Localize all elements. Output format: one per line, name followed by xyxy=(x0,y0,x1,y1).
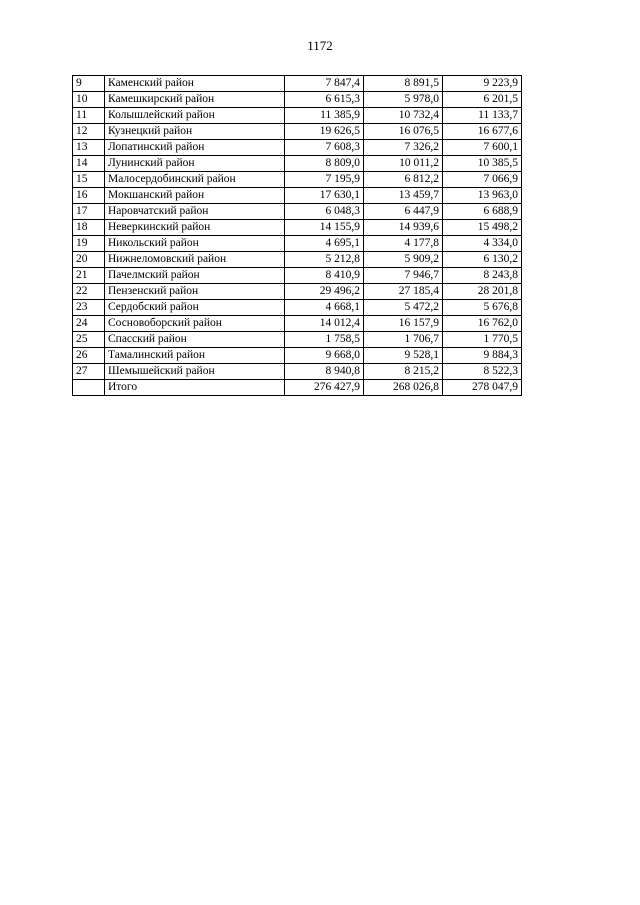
value-cell-3: 13 963,0 xyxy=(443,188,522,204)
district-name-cell: Шемышейский район xyxy=(105,364,285,380)
district-name-cell: Пензенский район xyxy=(105,284,285,300)
table-row xyxy=(73,268,522,284)
value-cell-3: 16 762,0 xyxy=(443,316,522,332)
value-cell-3: 11 133,7 xyxy=(443,108,522,124)
value-cell-3: 1 770,5 xyxy=(443,332,522,348)
district-name-cell: Никольский район xyxy=(105,236,285,252)
value-cell-1: 276 427,9 xyxy=(285,380,364,396)
table-row xyxy=(73,300,522,316)
table-row xyxy=(73,316,522,332)
district-name-cell: Нижнеломовский район xyxy=(105,252,285,268)
row-number-cell: 20 xyxy=(73,252,105,268)
district-name-cell: Сосновоборский район xyxy=(105,316,285,332)
value-cell-2: 16 076,5 xyxy=(364,124,443,140)
table-row xyxy=(73,284,522,300)
value-cell-2: 7 326,2 xyxy=(364,140,443,156)
value-cell-3: 28 201,8 xyxy=(443,284,522,300)
row-number-cell: 23 xyxy=(73,300,105,316)
value-cell-1: 8 809,0 xyxy=(285,156,364,172)
row-number-cell: 13 xyxy=(73,140,105,156)
district-name-cell: Камешкирский район xyxy=(105,92,285,108)
value-cell-1: 7 608,3 xyxy=(285,140,364,156)
row-number-cell: 16 xyxy=(73,188,105,204)
row-number-cell: 22 xyxy=(73,284,105,300)
value-cell-1: 19 626,5 xyxy=(285,124,364,140)
value-cell-2: 6 812,2 xyxy=(364,172,443,188)
value-cell-1: 1 758,5 xyxy=(285,332,364,348)
table-row xyxy=(73,156,522,172)
district-name-cell: Кузнецкий район xyxy=(105,124,285,140)
row-number-cell: 26 xyxy=(73,348,105,364)
value-cell-3: 9 884,3 xyxy=(443,348,522,364)
row-number-cell: 19 xyxy=(73,236,105,252)
value-cell-2: 7 946,7 xyxy=(364,268,443,284)
table-row xyxy=(73,124,522,140)
value-cell-2: 16 157,9 xyxy=(364,316,443,332)
value-cell-3: 7 600,1 xyxy=(443,140,522,156)
row-number-cell: 21 xyxy=(73,268,105,284)
table-row xyxy=(73,76,522,92)
district-name-cell: Спасский район xyxy=(105,332,285,348)
value-cell-3: 16 677,6 xyxy=(443,124,522,140)
row-number-cell: 15 xyxy=(73,172,105,188)
district-name-cell: Малосердобинский район xyxy=(105,172,285,188)
district-name-cell: Лунинский район xyxy=(105,156,285,172)
value-cell-3: 8 243,8 xyxy=(443,268,522,284)
value-cell-2: 14 939,6 xyxy=(364,220,443,236)
value-cell-1: 14 012,4 xyxy=(285,316,364,332)
table-row xyxy=(73,92,522,108)
district-name-cell: Тамалинский район xyxy=(105,348,285,364)
value-cell-3: 9 223,9 xyxy=(443,76,522,92)
table-row xyxy=(73,236,522,252)
value-cell-2: 4 177,8 xyxy=(364,236,443,252)
table-row xyxy=(73,172,522,188)
table-row xyxy=(73,364,522,380)
value-cell-1: 5 212,8 xyxy=(285,252,364,268)
value-cell-2: 5 472,2 xyxy=(364,300,443,316)
row-number-cell: 14 xyxy=(73,156,105,172)
value-cell-2: 8 891,5 xyxy=(364,76,443,92)
row-number-cell: 27 xyxy=(73,364,105,380)
district-name-cell: Итого xyxy=(105,380,285,396)
value-cell-1: 6 615,3 xyxy=(285,92,364,108)
data-table xyxy=(72,75,522,396)
value-cell-1: 8 410,9 xyxy=(285,268,364,284)
value-cell-3: 5 676,8 xyxy=(443,300,522,316)
value-cell-2: 13 459,7 xyxy=(364,188,443,204)
table-row xyxy=(73,108,522,124)
value-cell-3: 15 498,2 xyxy=(443,220,522,236)
value-cell-1: 7 847,4 xyxy=(285,76,364,92)
row-number-cell xyxy=(73,380,105,396)
district-name-cell: Пачелмский район xyxy=(105,268,285,284)
row-number-cell: 17 xyxy=(73,204,105,220)
district-name-cell: Наровчатский район xyxy=(105,204,285,220)
table-body xyxy=(73,76,522,396)
row-number-cell: 25 xyxy=(73,332,105,348)
row-number-cell: 11 xyxy=(73,108,105,124)
row-number-cell: 12 xyxy=(73,124,105,140)
value-cell-1: 4 695,1 xyxy=(285,236,364,252)
value-cell-2: 5 909,2 xyxy=(364,252,443,268)
value-cell-3: 10 385,5 xyxy=(443,156,522,172)
table-row xyxy=(73,140,522,156)
value-cell-1: 7 195,9 xyxy=(285,172,364,188)
value-cell-3: 4 334,0 xyxy=(443,236,522,252)
value-cell-2: 1 706,7 xyxy=(364,332,443,348)
value-cell-3: 6 688,9 xyxy=(443,204,522,220)
row-number-cell: 18 xyxy=(73,220,105,236)
value-cell-2: 27 185,4 xyxy=(364,284,443,300)
table-row xyxy=(73,188,522,204)
value-cell-2: 5 978,0 xyxy=(364,92,443,108)
value-cell-1: 4 668,1 xyxy=(285,300,364,316)
district-name-cell: Сердобский район xyxy=(105,300,285,316)
value-cell-2: 9 528,1 xyxy=(364,348,443,364)
table-row xyxy=(73,348,522,364)
district-name-cell: Каменский район xyxy=(105,76,285,92)
table-row xyxy=(73,220,522,236)
district-name-cell: Мокшанский район xyxy=(105,188,285,204)
value-cell-1: 14 155,9 xyxy=(285,220,364,236)
value-cell-2: 10 011,2 xyxy=(364,156,443,172)
page-number: 1172 xyxy=(307,38,333,53)
value-cell-2: 268 026,8 xyxy=(364,380,443,396)
value-cell-1: 29 496,2 xyxy=(285,284,364,300)
value-cell-3: 8 522,3 xyxy=(443,364,522,380)
row-number-cell: 9 xyxy=(73,76,105,92)
table-row xyxy=(73,252,522,268)
district-name-cell: Лопатинский район xyxy=(105,140,285,156)
table-row xyxy=(73,332,522,348)
value-cell-3: 278 047,9 xyxy=(443,380,522,396)
value-cell-1: 11 385,9 xyxy=(285,108,364,124)
row-number-cell: 10 xyxy=(73,92,105,108)
value-cell-1: 6 048,3 xyxy=(285,204,364,220)
value-cell-2: 8 215,2 xyxy=(364,364,443,380)
value-cell-1: 8 940,8 xyxy=(285,364,364,380)
district-name-cell: Неверкинский район xyxy=(105,220,285,236)
table-row xyxy=(73,204,522,220)
value-cell-3: 6 130,2 xyxy=(443,252,522,268)
row-number-cell: 24 xyxy=(73,316,105,332)
value-cell-1: 9 668,0 xyxy=(285,348,364,364)
total-row xyxy=(73,380,522,396)
district-name-cell: Колышлейский район xyxy=(105,108,285,124)
value-cell-2: 6 447,9 xyxy=(364,204,443,220)
value-cell-3: 6 201,5 xyxy=(443,92,522,108)
value-cell-2: 10 732,4 xyxy=(364,108,443,124)
value-cell-1: 17 630,1 xyxy=(285,188,364,204)
value-cell-3: 7 066,9 xyxy=(443,172,522,188)
